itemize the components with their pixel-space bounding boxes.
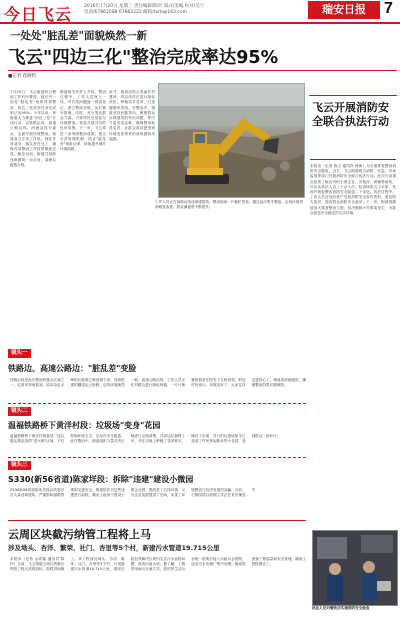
inspection-photo-caption: 执法人员对餐饮店实施消防安全检查 (312, 606, 370, 610)
lead-body-col1: 7月20日，飞云街道综合整治工作有序推进，辖区内一处处"脏乱差"现象得到整治，四边三化攻坚任务完成率已达95%。今年以来，该街道大力推进"四边三化"专项行动，以铁路沿线、高速公路沿线、河流沿线为重点，全面开展环境整治。街道成立专项工作组，细化任务清单，落实责任分工，确保各项整治工作按时保质完成。截至目前，街道共拆除违章建筑一百余处，清理垃圾数百吨。 (10, 90, 56, 167)
masthead-meta-line2: 电话/67862088 67862222 邮箱/txrb@163.com (84, 10, 187, 15)
story2-headline: 温福铁路桥下黄洋村段：垃圾场"变身"花园 (8, 421, 161, 430)
story1-headline: 铁路边、高速公路边："脏乱差"变脸 (8, 364, 137, 373)
story4-headline: 云周区块截污纳管工程将上马 (8, 528, 151, 541)
story3-label: 镜头三 (8, 461, 31, 470)
inspection-photo (312, 530, 398, 606)
lead-body-col3: 此外，街道还结合美丽乡村建设，对沿线村庄进行绿化美化，种植苗木花草，打造靓丽风景线。在整治中，街道坚持问题导向，聚焦群众反映强烈的突出问题，集中力量攻坚克难，确保整治取得实效，让群众真切感受到环境变化带来的获得感和幸福感。 (109, 90, 155, 141)
story4-top-rule (8, 520, 306, 521)
inspection-scene-illustration (313, 531, 397, 605)
lead-headline: 飞云"四边三化"整治完成率达95% (8, 48, 279, 68)
story2-body: 温福铁路桥下黄洋村段曾是一处垃圾乱堆乱放的"老大难"区域，不仅影响环境卫生，还存在安全隐患。此次整治中，街道组织力量对该区域进行全面清理，共清运垃圾数十车，并在空地上种植了花草树木，铺设了步道，昔日的垃圾场如今已变成了村民休闲散步的小花园，受到群众一致好评。 (10, 434, 281, 444)
masthead-meta (84, 4, 294, 16)
sidebar-top-rule (309, 95, 397, 96)
sidebar-divider (310, 159, 396, 160)
story1-body: 铁路沿线是此次整治的重点区域之一。记者在现场看到，原本杂乱无章的垃圾堆已被清理干净，违章搭建的棚屋也已拆除，沿线环境焕然一新。高速公路沿线，工作人员正在对路边进行绿化种植，一片片新栽的树苗在阳光下生机勃勃。附近村民表示，环境变好了，大家住得也更舒心了。街道将持续跟进，确保整治效果长期保持。 (10, 378, 306, 388)
story2-label: 镜头二 (8, 407, 31, 416)
sidebar-body: 本报讯（记者 陈文 通讯员 林海）为全面排查整治消防安全隐患，近日，飞云街道联合消防、安监、市场监管等部门开展消防安全联合执法行动。此次行动重点检查了辖区内的小型企业、出租房、商铺等场所，共出动执法人员三十余人次，检查场所五十余家，发现并督促整改消防安全隐患二十余处。执法过程中，工作人员还向经营户发放消防安全宣传资料，普及防火知识，提高群众消防安全意识。下一步，街道将继续加大排查整治力度，坚决遏制火灾事故发生，为群众营造安全稳定的生活环境。 (310, 164, 396, 215)
story3-body: S330新56省道陈家垟段沿线曾存在大量违章建筑，严重影响道路景观和交通安全。街道依法对这些违建进行拆除，腾出土地用于建设小微企业园，既改善了沿线环境，又为企业发展提供了空间，实现了环境整治与经济发展的双赢。目前，小微园项目前期工作正在有序推进中。 (10, 488, 259, 498)
masthead-meta-line1: 2016年7月20日 星期三 责任编辑/陈吟 版式/美编 校对/吴宁 (84, 4, 205, 9)
story1-label: 镜头一 (8, 349, 31, 358)
sidebar-headline: 飞云开展消防安全联合执法行动 (312, 101, 389, 128)
lead-photo-caption: 工作人员正在拆除沿线违章建筑物，整治现场一片繁忙景象。通过此次集中整治，沿线环境得到明显改善，群众满意度不断提升。 (155, 200, 303, 210)
newspaper-logo: 瑞安日报 (308, 1, 380, 19)
story4-subheadline: 涉及坳头、杏洋、繁荣、社门、杏里等5个村，新建污水管道19.715公里 (8, 544, 220, 552)
story2-divider (8, 457, 306, 458)
lead-divider (8, 70, 397, 71)
story1-divider (8, 403, 306, 404)
story4-body: 本报讯（记者 金希璇 通讯员 陈玲）日前，飞云街道云周区块截污纳管工程完成招投标，即将进场施工。该工程涉及坳头、杏洋、繁荣、社门、杏里等5个村，计划新建污水管道19.715公里，建成后将有效解决区块内生活污水直排问题，改善河道水质。据了解，工程采用雨污分流方式，将村民生活污水统一收集后接入市政污水管网，送至污水处理厂集中处理。街道将加强工程质量和安全管理，确保工程按期完工。 (10, 557, 306, 572)
lead-kicker: 一处处"脏乱差"面貌焕然一新 (10, 30, 147, 42)
excavator-demolition-illustration (159, 84, 304, 197)
story3-headline: S330(新56省道)陈家垟段：拆除"违建"建设小微园 (8, 475, 194, 484)
lead-byline: ■记者 蒋晓怡 (8, 74, 37, 79)
page-number: 7 (384, 0, 393, 17)
lead-photo (158, 83, 305, 198)
lead-body-col2: 街道相关负责人介绍，整治过程中，工作人员深入一线，对各类问题逐一排查登记，建立整改台账，实行销号管理。同时，充分发动群众力量，引导村民自觉参与环境整治，营造共建共享的良好氛围。下一步，飞云将进一步巩固整治成果，建立长效管理机制，防止"脏乱差"现象反弹，持续提升城乡环境面貌。 (60, 90, 106, 152)
section-name: 今日飞云 (4, 5, 73, 24)
